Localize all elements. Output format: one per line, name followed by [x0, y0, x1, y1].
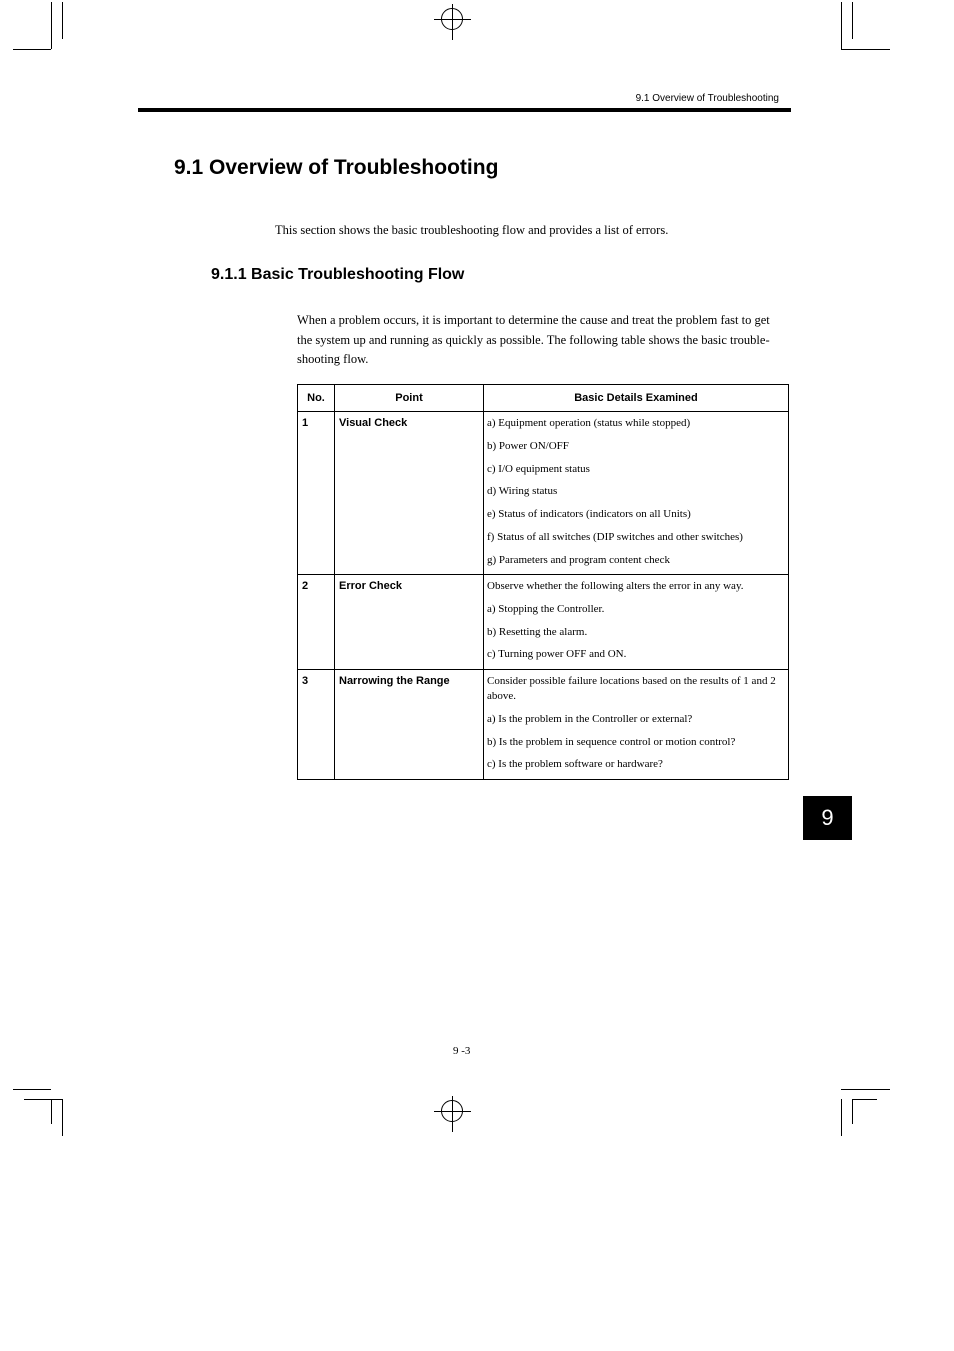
detail-item: a) Stopping the Controller. [487, 602, 605, 615]
chapter-tab: 9 [803, 796, 852, 840]
column-header-no: No. [298, 385, 335, 412]
paragraph-line: When a problem occurs, it is important to determine the cause and treat the problem fast to get [297, 313, 770, 327]
row-details [484, 575, 789, 670]
detail-item: b) Is the problem in sequence control or motion control? [487, 735, 736, 748]
paragraph-line: the system up and running as quickly as possible. The following table shows the basic trouble- [297, 332, 770, 347]
table-row [298, 670, 789, 780]
paragraph-line: shooting flow. [297, 352, 369, 366]
detail-item: Consider possible failure locations based on the results of 1 and 2 above. [487, 675, 776, 702]
table-header-row [298, 385, 789, 412]
detail-item: d) Wiring status [487, 485, 558, 498]
row-number: 2 [298, 575, 335, 670]
detail-item: b) Power ON/OFF [487, 439, 569, 452]
detail-item: c) I/O equipment status [487, 462, 590, 475]
detail-item: e) Status of indicators (indicators on all Units) [487, 508, 691, 521]
detail-item: b) Resetting the alarm. [487, 625, 588, 638]
subsection-title: 9.1.1 Basic Troubleshooting Flow [211, 266, 465, 283]
column-header-point: Point [335, 385, 484, 412]
column-header-details: Basic Details Examined [484, 385, 789, 412]
row-point: Error Check [335, 575, 484, 670]
section-intro: This section shows the basic troubleshooting flow and provides a list of errors. [275, 223, 669, 237]
detail-item: g) Parameters and program content check [487, 553, 670, 566]
running-header: 9.1 Overview of Troubleshooting [635, 93, 779, 104]
detail-item: f) Status of all switches (DIP switches and other switches) [487, 530, 743, 543]
row-point: Narrowing the Range [335, 670, 484, 780]
detail-item: a) Is the problem in the Controller or external? [487, 712, 693, 725]
row-details [484, 412, 789, 575]
detail-item: c) Is the problem software or hardware? [487, 758, 663, 771]
section-title: 9.1 Overview of Troubleshooting [174, 156, 499, 179]
page-number: 9 -3 [453, 1045, 471, 1057]
detail-item: a) Equipment operation (status while stopped) [487, 417, 691, 429]
header-rule [138, 108, 791, 112]
row-number: 1 [298, 412, 335, 575]
subsection-paragraph [297, 311, 789, 370]
table-row [298, 575, 789, 670]
troubleshooting-table [297, 384, 789, 780]
row-point: Visual Check [335, 412, 484, 575]
detail-item: Observe whether the following alters the error in any way. [487, 580, 744, 592]
table-row [298, 412, 789, 575]
detail-item: c) Turning power OFF and ON. [487, 648, 627, 661]
row-details [484, 670, 789, 780]
row-number: 3 [298, 670, 335, 780]
